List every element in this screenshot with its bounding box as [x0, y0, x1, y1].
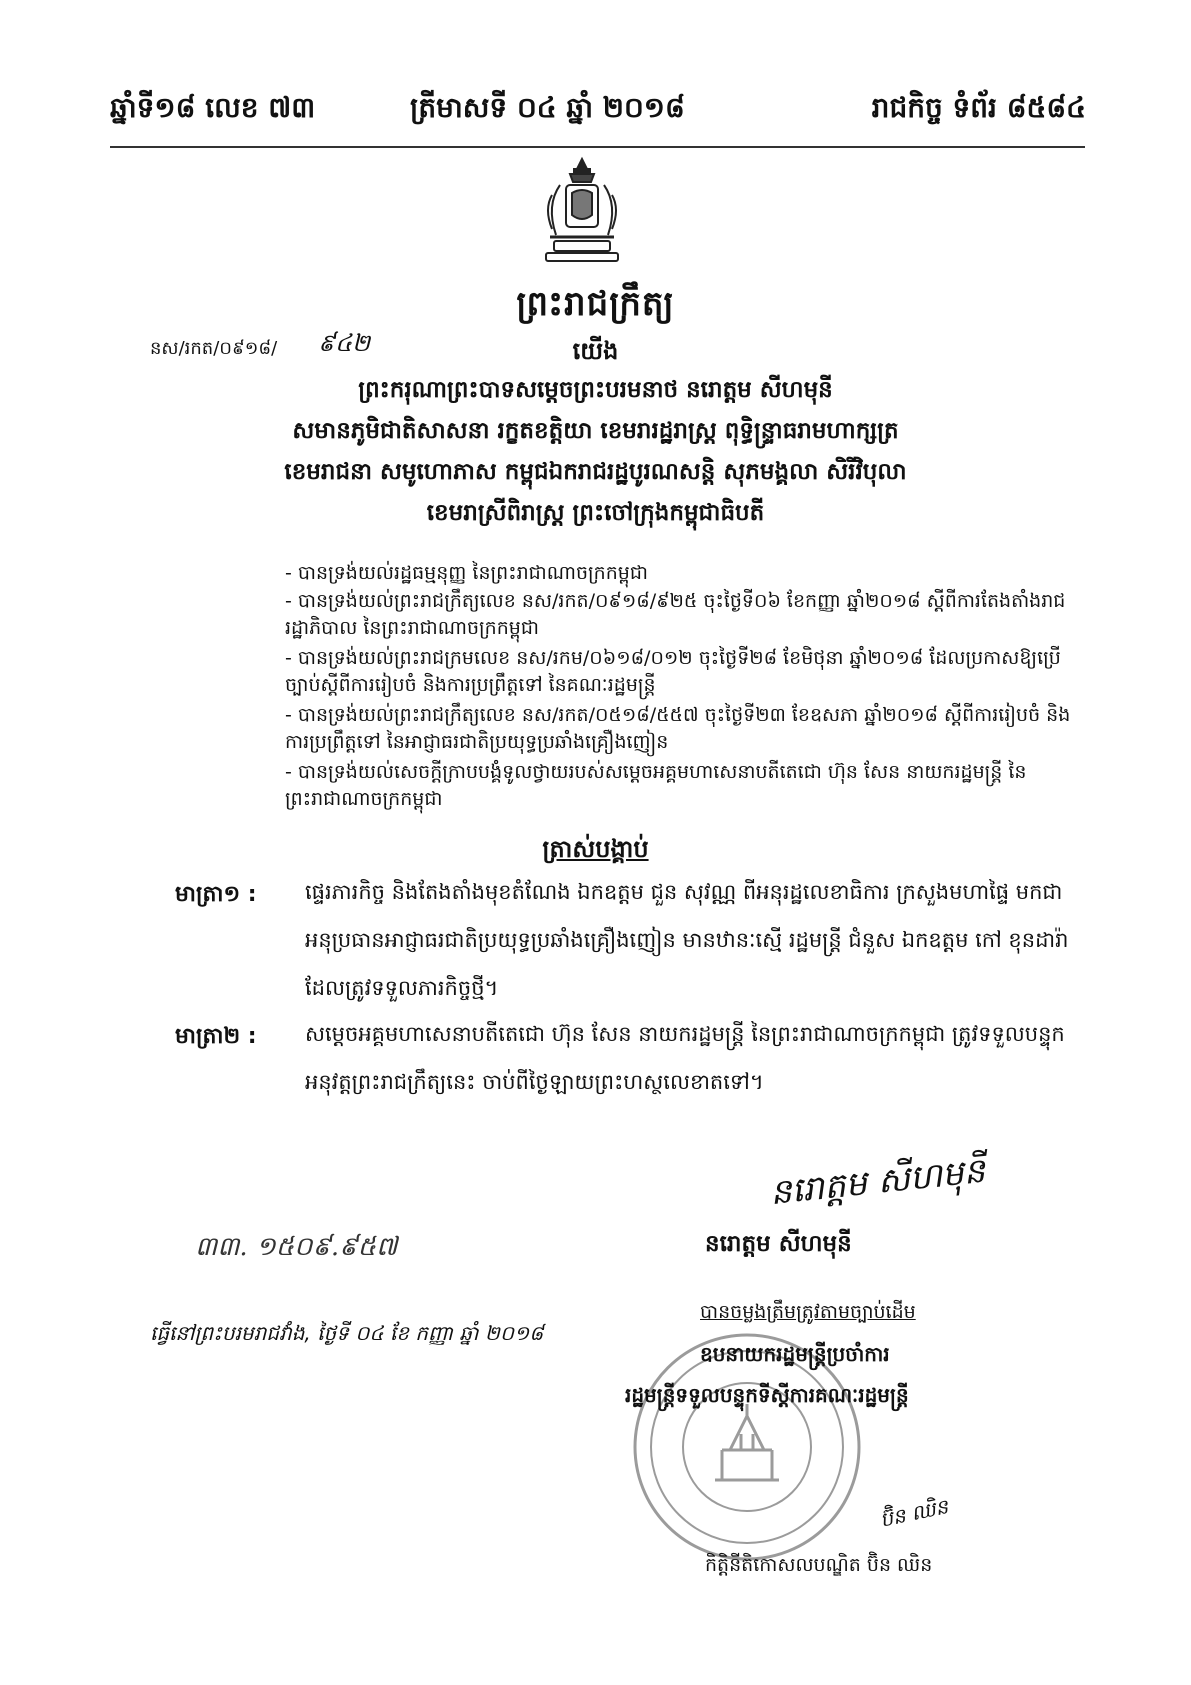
king-name: នរោត្តម សីហមុនី	[705, 1231, 852, 1257]
article-1-label: មាត្រា១ :	[175, 882, 257, 907]
reference-item: - បានទ្រង់យល់សេចក្តីក្រាបបង្គំទូលថ្វាយរបស់សម្តេចអគ្គមហាសេនាបតីតេជោ ហ៊ុន សែន នាយករដ្ឋមន្ត្រី នៃព្រះរាជាណាចក្រកម្ពុជា	[285, 761, 1027, 810]
article-2-text: សម្តេចអគ្គមហាសេនាបតីតេជោ ហ៊ុន សែន នាយករដ្ឋមន្ត្រី នៃព្រះរាជាណាចក្រកម្ពុជា ត្រូវទទួលបន្ទុកអនុវត្តព្រះរាជក្រឹត្យនេះ ចាប់ពីថ្ងៃឡាយព្រះហស្ថលេខាតទៅ។	[305, 1022, 1065, 1094]
gazette-year-issue: ឆ្នាំទី១៨ លេខ ៧៣	[110, 91, 316, 124]
decree-number-label: នស/រកត/០៩១៨/	[150, 338, 278, 359]
reference-item: - បានទ្រង់យល់ព្រះរាជក្រមលេខ នស/រកម/០៦១៨/០១២ ចុះថ្ងៃទី២៨ ខែមិថុនា ឆ្នាំ២០១៨ ដែលប្រកាសឱ្យប្រើច្បាប់ស្តីពីការរៀបចំ និងការប្រព្រឹត្តទៅ នៃគណៈរដ្ឋមន្ត្រី	[285, 647, 1061, 696]
reference-item: - បានទ្រង់យល់ព្រះរាជក្រឹត្យលេខ នស/រកត/០៥១៨/៥៥៧ ចុះថ្ងៃទី២៣ ខែឧសភា ឆ្នាំ២០១៨ ស្តីពីការរៀបចំ និងការប្រព្រឹត្តទៅ នៃអាជ្ញាធរជាតិប្រយុទ្ធប្រឆាំងគ្រឿងញៀន	[285, 704, 1071, 753]
decree-number-handwritten: ៩៤២	[318, 329, 371, 357]
reference-item: - បានទ្រង់យល់រដ្ឋធម្មនុញ្ញ នៃព្រះរាជាណាចក្រកម្ពុជា	[285, 562, 648, 584]
royal-signature: នរោត្តម សីហមុនី	[768, 1150, 988, 1214]
reference-item: - បានទ្រង់យល់ព្រះរាជក្រឹត្យលេខ នស/រកត/០៩១៨/៩២៥ ចុះថ្ងៃទី០៦ ខែកញ្ញា ឆ្នាំ២០១៨ ស្តីពីការតែងតាំងរាជរដ្ឋាភិបាល នៃព្រះរាជាណាចក្រកម្ពុជា	[285, 590, 1066, 639]
orders-heading: ត្រាស់បង្គាប់	[542, 835, 649, 863]
minister-title: រដ្ឋមន្ត្រីទទួលបន្ទុកទីស្តីការគណៈរដ្ឋមន្ត្រី	[625, 1383, 909, 1407]
handwritten-registration-number: ៣៣. ១៥០៩.៩៥៧	[195, 1232, 398, 1262]
article-2-label: មាត្រា២ :	[175, 1024, 257, 1049]
king-title-line: ខេមរាជនា សមូហោភាស កម្ពុជឯករាជរដ្ឋបូរណសន្តិ សុភមង្គលា សិរីវិបុលា	[284, 459, 907, 485]
king-title-line: ព្រះករុណាព្រះបាទសម្តេចព្រះបរមនាថ នរោត្តម សីហមុនី	[358, 377, 833, 403]
official-name: កិត្តិនីតិកោសលបណ្ឌិត ប៊ិន ឈិន	[705, 1554, 933, 1576]
decree-title: ព្រះរាជក្រឹត្យ	[516, 284, 675, 324]
article-1-text: ផ្ទេរភារកិច្ច និងតែងតាំងមុខតំណែង ឯកឧត្តម ជួន សុវណ្ណ ពីអនុរដ្ឋលេខាធិការ ក្រសួងមហាផ្ទៃ មកជាអនុប្រធានអាជ្ញាធរជាតិប្រយុទ្ធប្រឆាំងគ្រឿងញៀន មានឋានៈស្មើ រដ្ឋមន្ត្រី ជំនួស ឯកឧត្តម កៅ ខុនដារ៉ា ដែលត្រូវទទួលភារកិច្ចថ្មី។	[305, 880, 1069, 1000]
gazette-quarter: ត្រីមាសទី ០៤ ឆ្នាំ ២០១៨	[410, 91, 685, 124]
we-heading: យើង	[572, 337, 619, 365]
king-title-line: សមានភូមិជាតិសាសនា រក្ខតខត្តិយា ខេមរារដ្ឋរាស្ត្រ ពុទ្ធិន្ទ្រាធរាមហាក្សត្រ	[292, 418, 899, 444]
official-signature: ប៊ិន ឈិន	[877, 1494, 951, 1532]
deputy-pm-title: ឧបនាយករដ្ឋមន្ត្រីប្រចាំការ	[700, 1342, 890, 1366]
king-title-line: ខេមរាស្រីពិរាស្ត្រ ព្រះចៅក្រុងកម្ពុជាធិបតី	[426, 500, 765, 526]
header-divider	[110, 146, 1085, 148]
certified-copy-line: បានចម្លងត្រឹមត្រូវតាមច្បាប់ដើម	[700, 1301, 916, 1323]
royal-arms-emblem-icon	[530, 155, 635, 265]
place-and-date: ធ្វើនៅព្រះបរមរាជវាំង, ថ្ងៃទី ០៤ ខែ កញ្ញា ឆ្នាំ ២០១៨	[150, 1321, 544, 1345]
gazette-page-number: រាជកិច្ច ទំព័រ ៨៥៨៤	[871, 91, 1086, 124]
